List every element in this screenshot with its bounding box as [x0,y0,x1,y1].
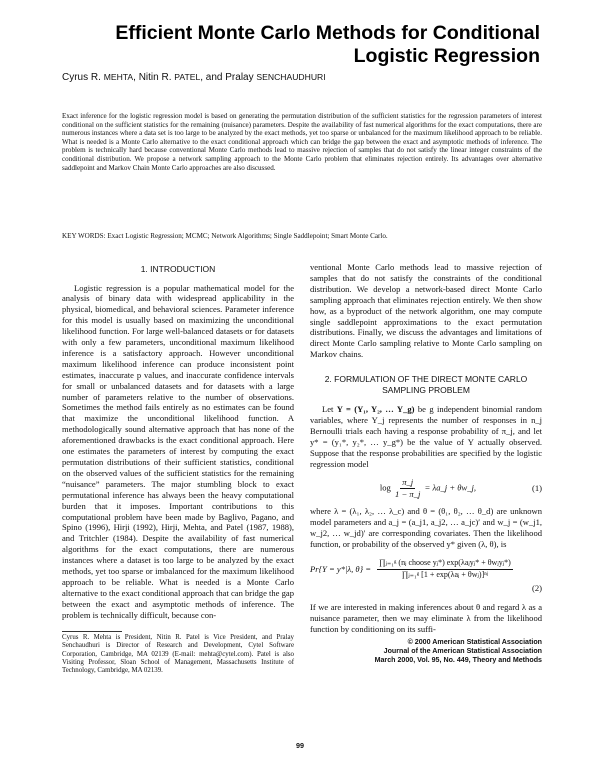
eq2-fraction [377,558,513,581]
section-2-heading [310,374,542,395]
y-definition: Y = (Y₁, Y₂, … Y_g) [336,404,415,415]
equation-2 [310,558,542,581]
eq1-rhs: = λa_j + θw_j, [424,481,477,492]
author-1-last: MEHTA [103,72,134,82]
author-1-first: Cyrus R. [62,72,101,83]
author-3-first: Pralay [225,72,254,83]
author-line: Cyrus R. MEHTA, Nitin R. PATEL, and Pralay SENCHAUDHURI [62,72,326,83]
copyright-line: © 2000 American Statistical Association [407,638,542,646]
formulation-let: Let [322,404,337,415]
eq1-denominator: 1 − π_j [395,488,421,499]
intro-continuation: ventional Monte Carlo methods lead to massive rejection of samples that do not satisfy the constraints of the conditional distribution. We develop a network-based direct Monte Carlo sampling approach that eliminates rejection entirely. We then show how, as a byproduct of the network algorithm, one may compute single saddlepoint approximations to the exact permutation distributions. Finally, we discuss the advantages and limitations of direct Monte Carlo sampling relative to Monte Carlo sampling on Markov chains. [310,262,542,360]
journal-line: Journal of the American Statistical Association [383,646,542,655]
section-1-heading: 1. INTRODUCTION [140,264,216,274]
issue-line: March 2000, Vol. 95, No. 449, Theory and Methods [374,655,542,664]
section-2-heading-line1: 2. FORMULATION OF THE DIRECT MONTE CARLO [324,374,528,385]
eq1-numerator: π_j [402,476,414,487]
section-2-heading-line2: SAMPLING PROBLEM [382,384,470,395]
equation-1 [310,477,542,500]
formulation-paragraph-3: If we are interested in making inferences about θ and regard λ as a nuisance parameter, then we may eliminate λ from the likelihood function by conditioning on its suffi- [310,601,542,634]
footnote-rule [62,631,122,632]
eq1-number: (1) [531,482,542,493]
formulation-text: be g independent binomial random variables, where Y_j represents the number of responses in n_j Bernoulli trials each having a response probability of π_j, and let y* = (y₁*, y₂*, … y_g*) be the value of Y actually observed. Suppose that the response probabilities are specified by the logistic regression model [310,404,542,469]
eq2-denominator: ∏ⱼ₌₁ᵍ [1 + exp(λaⱼ + θwⱼ)]ⁿʲ [401,569,489,579]
paper-title: Efficient Monte Carlo Methods for Conditional Logistic Regression [115,22,540,67]
formulation-paragraph-2: where λ = (λ₁, λ₂, … λ_c) and θ = (θ₁, θ₂, … θ_d) are unknown model parameters and a_j = (a_j1, a_j2, … a_jc)′ and w_j = (w_j1, w_j2, … w_jd)′ are corresponding covariates. Then the likelihood function, or probability of the observed y* given (λ, θ), is [310,506,542,550]
author-3-last: SENCHAUDHURI [256,72,326,82]
author-conjunction: and [205,72,223,83]
abstract: Exact inference for the logistic regression model is based on generating the permutation distribution of the sufficient statistics for the regression parameters of interest conditional on the sufficient statistics for the remaining (nuisance) parameters. Despite the availability of fast numerical algorithms for the exact computations, there are numerous instances where a data set is too large to be analyzed by the exact methods, yet too sparse or unbalanced for the maximum likelihood approach to be reliable. What is needed is a Monte Carlo alternative to the exact conditional approach which can bridge the gap between the exact and asymptotic methods of inference. The problem is technically hard because conventional Monte Carlo methods lead to massive rejection of samples that do not satisfy the linear integer constraints of the conditional distribution. We propose a network sampling approach to the Monte Carlo problem that eliminates rejection entirely. Its advantages over alternative saddlepoint and Markov Chain Monte Carlo approaches are also discussed. [62,112,542,172]
author-footnote: Cyrus R. Mehta is President, Nitin R. Patel is Vice President, and Pralay Senchaudhuri is Director of Research and Development, Cytel Software Corporation, Cambridge, MA 02139 (E-mail: mehta@cytel.com). Patel is also Visiting Professor, Sloan School of Management, Massachusetts Institute of Technology, Cambridge, MA 02139. [62,634,294,675]
right-column [310,262,542,634]
author-2-first: Nitin R. [138,72,172,83]
copyright-block [310,638,542,665]
left-column [62,262,294,621]
eq2-numerator: ∏ⱼ₌₁ᵍ (nⱼ choose yⱼ*) exp(λaⱼyⱼ* + θwⱼyⱼ*) [377,558,513,570]
eq1-log: log [379,481,391,492]
eq1-fraction [395,477,420,500]
intro-paragraph: Logistic regression is a popular mathematical model for the analysis of binary data with widespread applicability in the physical, biomedical, and behavioral sciences. Parameter inference for this model is usually based on maximizing the unconditional likelihood function. For large well-balanced datasets or for datasets with only a few parameters, unconditional maximum likelihood inference is a satisfactory approach. However unconditional maximum likelihood inference can produce inconsistent point estimates, inaccurate p values, and inaccurate confidence intervals for small or unbalanced datasets and for datasets with a large number of parameters relative to the number of observations. Sometimes the method fails entirely as no estimates can be found that maximize the unconditional likelihood function. A methodologically sound alternative approach that has none of the aforementioned drawbacks is the exact conditional approach. Here one estimates the parameters of interest by computing the exact permutation distributions of their sufficient statistics, conditional on the observed values of the sufficient statistics for the remaining “nuisance” parameters. The major stumbling block to exact permutational inference has always been the heavy computational burden that it imposes. Important contributions to this computational problem have been made by Baglivo, Pagano, and Spino (1996), Hirji (1992), Hirji, Mehta, and Patel (1987, 1988), and Tritchler (1984). Despite the availability of fast numerical algorithms for the exact computations, there are numerous instances where a dataset is too large to be analyzed by the exact methods, yet too sparse or imbalanced for the maximum likelihood approach to be reliable. What is needed is a Monte Carlo alternative to the exact conditional approach that can bridge the gap between the exact and asymptotic methods of inference. The problem is technically difficult, because con- [62,282,294,620]
keywords: KEY WORDS: Exact Logistic Regression; MCMC; Network Algorithms; Single Saddlepoint; Smart Monte Carlo. [62,232,388,240]
author-2-last: PATEL [174,72,201,82]
formulation-paragraph-1 [310,404,542,469]
eq2-lhs: Pr{Y = y*|λ, θ} = [310,563,372,574]
eq2-number: (2) [531,582,542,593]
page-number: 99 [296,741,304,750]
